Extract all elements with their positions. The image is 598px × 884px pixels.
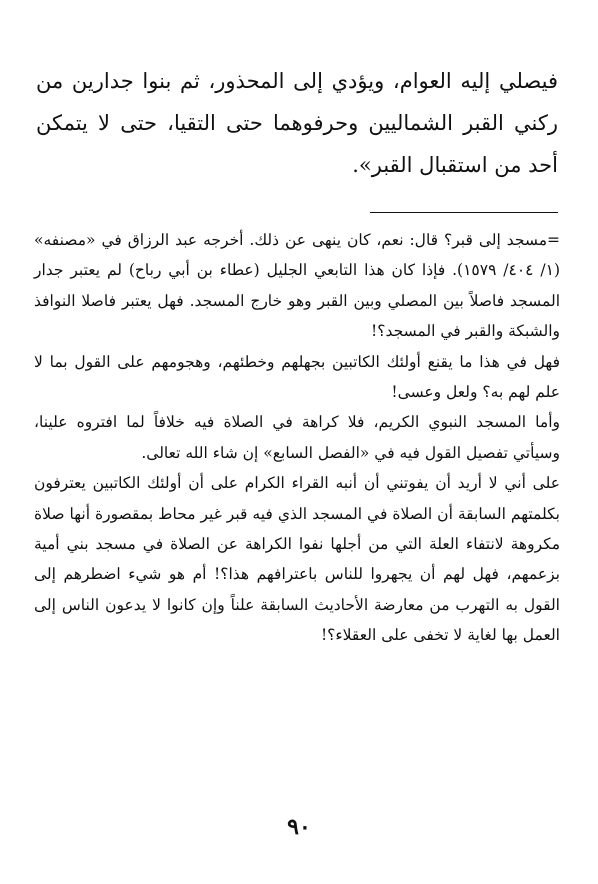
- footnotes: [34, 225, 560, 651]
- main-text: [36, 60, 558, 186]
- footnote-paragraph-2: فهل في هذا ما يقنع أولئك الكاتبين بجهلهم وخطئهم، وهجومهم على القول بما لا علم لهم به؟ ولعل وعسى!: [34, 352, 560, 402]
- footnote-paragraph-4: على أني لا أريد أن يفوتني أن أنبه القراء الكرام على أن أولئك الكاتبين يعترفون بكلمتهم السابقة أن الصلاة في المسجد الذي فيه قبر غير محاط بمقصورة أنها صلاة مكروهة لانتفاء العلة التي من أجلها نفوا الكراهة عن الصلاة في مسجد بني أمية بزعمهم، فهل لهم أن يجهروا للناس باعترافهم هذا؟! أم هو شيء اضطرهم إلى القول به التهرب من معارضة الأحاديث السابقة علناً وإن كانوا لا يدعون الناس إلى العمل بها لغاية لا تخفى على العقلاء؟!: [34, 474, 560, 645]
- footnote-paragraph-3: وأما المسجد النبوي الكريم، فلا كراهة في الصلاة فيه خلافاً لما افتروه علينا، وسيأتي تفصيل القول فيه في «الفصل السابع» إن شاء الله تعالى.: [34, 413, 560, 462]
- page-number: ٩٠: [287, 814, 311, 840]
- main-paragraph: فيصلي إليه العوام، ويؤدي إلى المحذور، ثم بنوا جدارين من ركني القبر الشماليين وحرفوهما حتى التقيا، حتى لا يتمكن أحد من استقبال القبر».: [36, 69, 558, 177]
- footnote-paragraph-1: =مسجد إلى قبر؟ قال: نعم، كان ينهى عن ذلك. أخرجه عبد الرزاق في «مصنفه» (١/ ٤٠٤/ ١٥٧٩). فإذا كان هذا التابعي الجليل (عطاء بن أبي رباح) لم يعتبر جدار المسجد فاصلاً بين المصلي وبين القبر وهو خارج المسجد. فهل يعتبر فاصلا النوافذ والشبكة والقبر في المسجد؟!: [34, 231, 561, 341]
- footnote-separator: [370, 212, 558, 213]
